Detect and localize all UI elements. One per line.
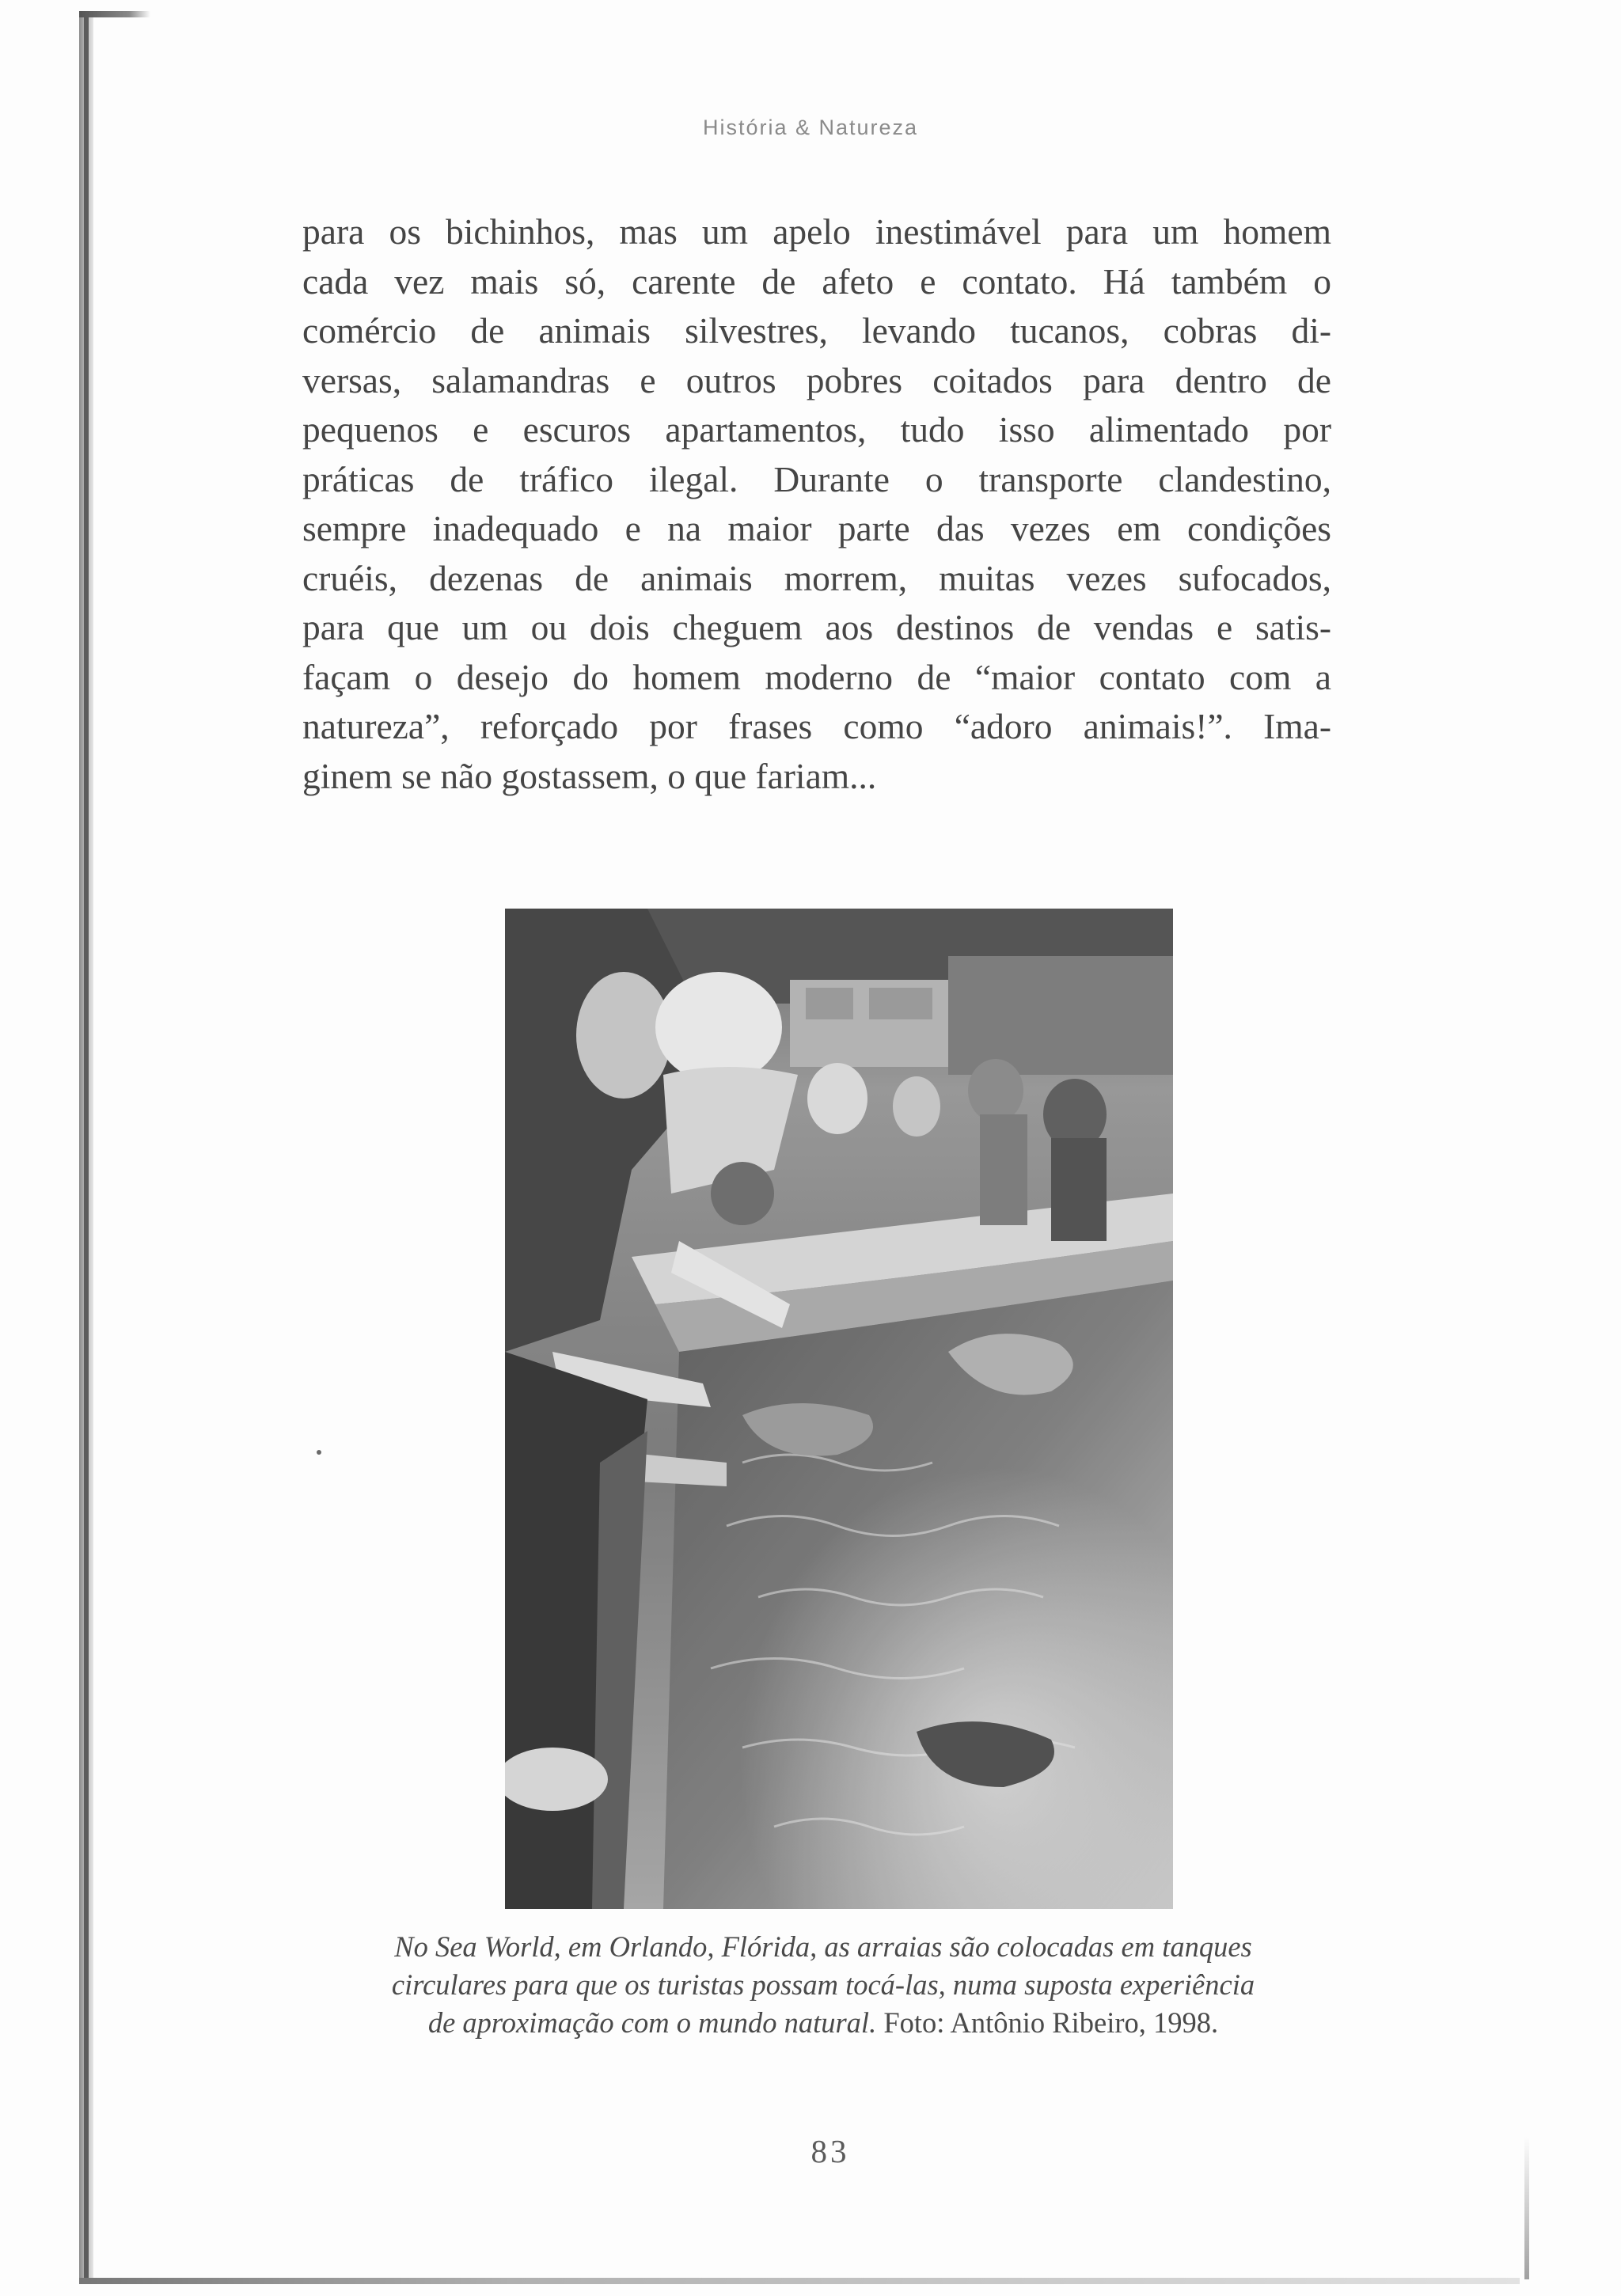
- body-line: práticas de tráfico ilegal. Durante o transporte clandestino,: [302, 458, 1331, 499]
- body-line: cada vez mais só, carente de afeto e contato. Há também o: [302, 260, 1331, 302]
- bottom-edge-shadow: [79, 2278, 1520, 2284]
- page-corner-mark: [79, 11, 150, 17]
- photo-credit: Foto: Antônio Ribeiro, 1998.: [876, 2006, 1219, 2039]
- running-header: História & Natureza: [702, 116, 919, 139]
- body-line: para que um ou dois cheguem aos destinos de vendas e satis-: [302, 607, 1331, 647]
- caption-text: No Sea World, em Orlando, Flórida, as arraias são colocadas em tanques: [394, 1930, 1252, 1963]
- binding-edge: [84, 11, 89, 2284]
- photo-caption: [313, 1928, 1334, 2042]
- body-line: versas, salamandras e outros pobres coitados para dentro de: [302, 359, 1331, 400]
- page-number: 83: [810, 2133, 850, 2169]
- body-line: para os bichinhos, mas um apelo inestimável para um homem: [302, 211, 1331, 252]
- body-line: sempre inadequado e na maior parte das vezes em condições: [302, 508, 1331, 548]
- scan-speck: [317, 1450, 321, 1455]
- body-line: natureza”, reforçado por frases como “adoro animais!”. Ima-: [302, 706, 1331, 746]
- body-line: comércio de animais silvestres, levando tucanos, cobras di-: [302, 310, 1331, 351]
- caption-text: de aproximação com o mundo natural.: [427, 2006, 877, 2039]
- caption-line: [313, 2004, 1334, 2042]
- caption-line: [313, 1966, 1334, 2004]
- body-line: pequenos e escuros apartamentos, tudo isso alimentado por: [302, 409, 1331, 450]
- caption-text: circulares para que os turistas possam tocá-las, numa suposta experiência: [391, 1968, 1255, 2001]
- photograph-stingray-touch-tank: [505, 909, 1173, 1909]
- body-paragraph: [302, 207, 1331, 801]
- body-line: cruéis, dezenas de animais morrem, muitas vezes sufocados,: [302, 557, 1331, 598]
- body-line: façam o desejo do homem moderno de “maior contato com a: [302, 656, 1331, 697]
- body-line: ginem se não gostassem, o que fariam...: [302, 755, 877, 796]
- caption-line: [313, 1928, 1334, 1966]
